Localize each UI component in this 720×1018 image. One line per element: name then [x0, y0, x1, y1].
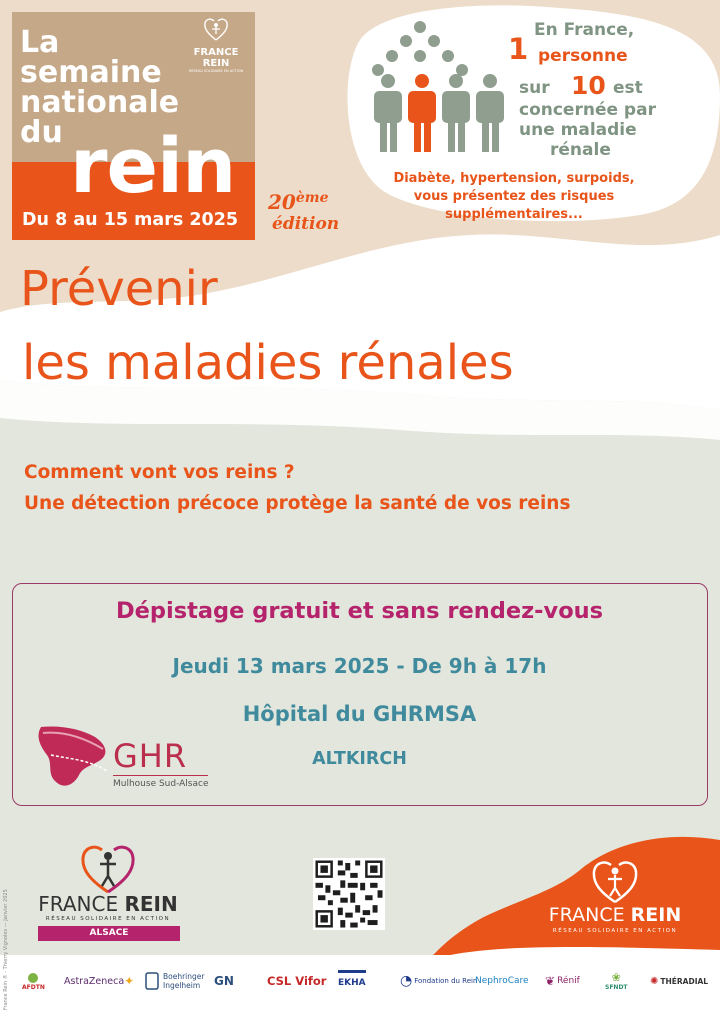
- edition-number: 20: [268, 190, 296, 214]
- headline-line-1: Prévenir: [20, 261, 218, 317]
- main-brand-name-bold: REIN: [630, 904, 682, 926]
- partner-logos: [22, 964, 712, 998]
- small-logo-name: FRANCE REIN: [193, 47, 239, 69]
- stat-line-1: En France,: [534, 20, 635, 40]
- partner-gn: GN: [214, 974, 234, 988]
- risk-factors-text: [388, 170, 640, 224]
- partner-sfndt: ❀ SFNDT: [605, 971, 628, 991]
- theradial-icon: ✺: [650, 975, 659, 987]
- alsace-brand-name: [28, 892, 188, 916]
- astrazeneca-icon: ✦: [124, 974, 135, 988]
- ghr-logo-text: GHR: [113, 737, 188, 775]
- event-dates: Du 8 au 15 mars 2025: [22, 210, 239, 230]
- stat-est: est: [613, 78, 643, 98]
- alsace-region-bar: ALSACE: [38, 926, 180, 941]
- partner-theradial: ✺ THÉRADIAL: [650, 975, 709, 987]
- title-line-2: semaine: [20, 55, 162, 90]
- partner-csl-vifor: CSL Vifor: [267, 974, 327, 988]
- screening-title: Dépistage gratuit et sans rendez-vous: [115, 598, 604, 624]
- title-line-1: La: [20, 25, 60, 60]
- stat-line-6: rénale: [550, 140, 611, 160]
- partner-fondation-rein: ◔ Fondation du Rein: [400, 973, 478, 989]
- title-rein: rein: [70, 121, 236, 210]
- stat-sur: sur: [519, 78, 550, 98]
- sfndt-icon: ❀: [611, 971, 621, 984]
- edition-suffix: ème: [295, 190, 329, 206]
- partner-astrazeneca: AstraZeneca ✦: [64, 974, 135, 988]
- main-brand-name: [540, 904, 690, 926]
- headline-line-2: les maladies rénales: [22, 335, 514, 391]
- stat-line-5: une maladie: [519, 120, 637, 140]
- subheadline-line-1: Comment vont vos reins ?: [24, 462, 295, 483]
- screening-date: Jeudi 13 mars 2025 - De 9h à 17h: [172, 654, 547, 678]
- title-line-4: du: [20, 115, 63, 150]
- alsace-brand-name-light: FRANCE: [38, 892, 125, 916]
- screening-city: ALTKIRCH: [312, 749, 407, 769]
- side-credit: France Rein ® - Thierry Vignoles — Janvier 2025: [3, 889, 9, 1010]
- main-brand-sub: RÉSEAU SOLIDAIRE EN ACTION: [552, 928, 678, 934]
- heart-figure-icon: [590, 856, 640, 904]
- heart-figure-icon: [78, 840, 138, 895]
- edition-label: [268, 190, 339, 234]
- ghr-logo: [33, 719, 213, 799]
- renif-icon: ❦: [545, 974, 556, 988]
- heart-figure-icon: [203, 16, 229, 42]
- screening-info-box: [12, 583, 708, 806]
- stat-big-10: 10: [571, 71, 606, 100]
- edition-word: édition: [272, 214, 340, 234]
- screening-hospital: Hôpital du GHRMSA: [242, 702, 477, 726]
- partner-renif: ❦ Rénif: [545, 974, 580, 988]
- boehringer-icon: [144, 972, 160, 990]
- qr-code-icon: [313, 858, 385, 930]
- stat-personne: personne: [538, 46, 628, 66]
- stat-big-1: 1: [508, 32, 529, 66]
- risk-line: Diabète, hypertension, surpoids,: [393, 171, 635, 186]
- small-logo-sub: RÉSEAU SOLIDAIRE EN ACTION: [188, 69, 244, 73]
- subheadline-line-2: Une détection précoce protège la santé de vos reins: [24, 493, 571, 514]
- partner-ekha: EKHA: [338, 970, 366, 992]
- france-rein-small-logo: [180, 16, 252, 73]
- partner-nephrocare: NephroCare: [475, 976, 529, 986]
- stat-line-4: concernée par: [519, 100, 656, 120]
- main-brand-name-light: FRANCE: [548, 904, 631, 926]
- event-title-box: [12, 12, 255, 240]
- afdtn-icon: [25, 972, 41, 984]
- title-line-3: nationale: [20, 85, 180, 120]
- risk-line: vous présentez des risques: [413, 189, 615, 204]
- ghr-kidney-icon: [33, 719, 113, 799]
- risk-line: supplémentaires...: [445, 207, 583, 222]
- partner-afdtn: AFDTN: [22, 964, 45, 998]
- people-icon: [368, 18, 513, 153]
- france-rein-alsace-logo: [28, 840, 188, 945]
- alsace-brand-name-bold: REIN: [124, 892, 178, 916]
- partner-boehringer: Boehringer Ingelheim: [144, 964, 204, 998]
- fondation-icon: ◔: [400, 973, 413, 989]
- france-rein-main-logo: [540, 856, 690, 946]
- alsace-brand-sub: RÉSEAU SOLIDAIRE EN ACTION: [45, 916, 171, 922]
- ghr-divider: [113, 775, 208, 776]
- ghr-logo-sub: Mulhouse Sud-Alsace: [113, 779, 209, 789]
